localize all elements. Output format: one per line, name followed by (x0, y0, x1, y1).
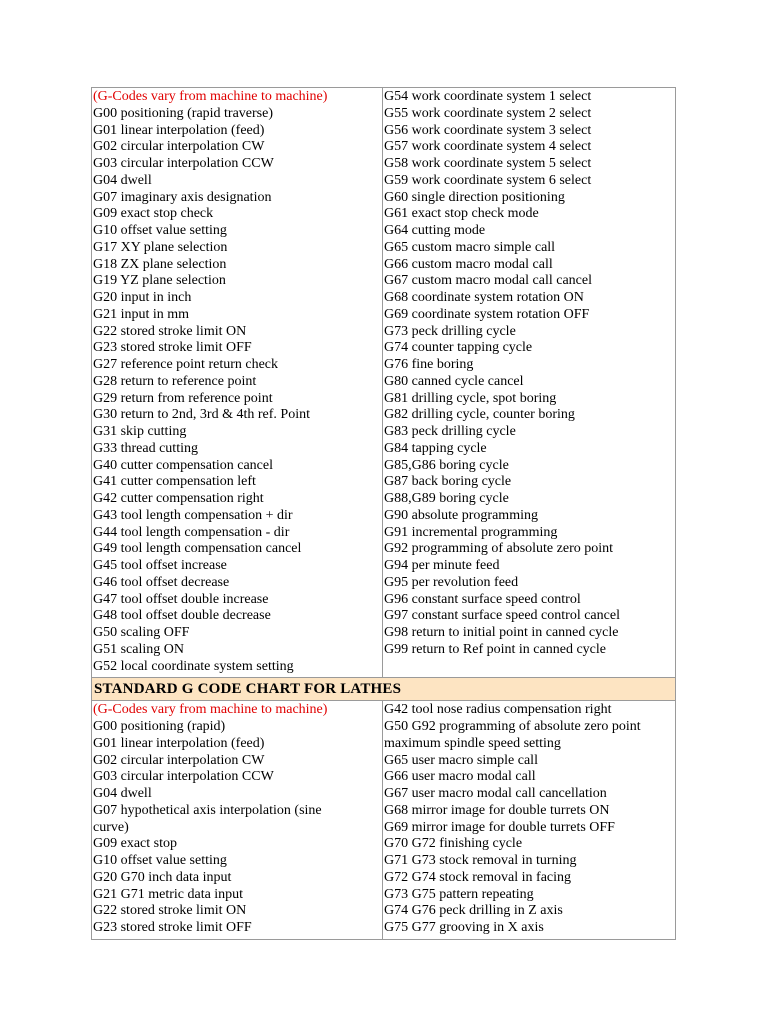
code-entry: G99 return to Ref point in canned cycle (384, 641, 606, 657)
code-entry: G07 hypothetical axis interpolation (sine (93, 802, 322, 818)
code-entry: G98 return to initial point in canned cycle (384, 625, 619, 640)
code-entry: G04 dwell (93, 786, 152, 801)
lathe-section (92, 701, 676, 940)
code-entry: G65 custom macro simple call (384, 239, 556, 255)
code-entry: G54 work coordinate system 1 select (384, 89, 592, 104)
code-entry: G20 G70 inch data input (93, 869, 232, 885)
code-entry: G04 dwell (93, 172, 152, 188)
code-entry: G50 G92 programming of absolute zero point (384, 719, 641, 734)
code-entry: G59 work coordinate system 6 select (384, 172, 592, 188)
code-entry: G74 G76 peck drilling in Z axis (384, 903, 563, 919)
code-entry: G61 exact stop check mode (384, 206, 539, 222)
code-entry: G70 G72 finishing cycle (384, 836, 523, 852)
code-entry: G48 tool offset double decrease (93, 608, 271, 624)
code-entry: G21 G71 metric data input (93, 886, 244, 902)
code-entry: G67 user macro modal call cancellation (384, 786, 607, 801)
code-entry: G22 stored stroke limit ON (93, 323, 247, 339)
code-entry: G82 drilling cycle, counter boring (384, 407, 575, 423)
code-entry: G66 user macro modal call (384, 769, 536, 785)
code-entry: G50 scaling OFF (93, 625, 190, 640)
code-entry: G46 tool offset decrease (93, 574, 230, 590)
milling-section (92, 88, 676, 678)
code-entry: G23 stored stroke limit OFF (93, 340, 252, 356)
code-entry: G40 cutter compensation cancel (93, 457, 273, 473)
code-entry: G73 peck drilling cycle (384, 323, 516, 339)
code-entry: G88,G89 boring cycle (384, 491, 509, 506)
lathe-heading: STANDARD G CODE CHART FOR LATHES (94, 681, 402, 698)
code-entry: G10 offset value setting (93, 223, 227, 238)
code-entry: G21 input in mm (93, 306, 190, 322)
code-entry: G10 offset value setting (93, 853, 227, 868)
code-entry: G96 constant surface speed control (384, 591, 581, 607)
code-entry: curve) (93, 819, 129, 835)
code-entry: G01 linear interpolation (feed) (93, 735, 265, 751)
code-entry: G75 G77 grooving in X axis (384, 920, 544, 935)
code-entry: G42 cutter compensation right (93, 491, 264, 506)
code-entry: G19 YZ plane selection (93, 273, 226, 289)
code-entry: G95 per revolution feed (384, 574, 519, 590)
code-entry: G83 peck drilling cycle (384, 424, 516, 439)
code-entry: G33 thread cutting (93, 440, 198, 456)
code-entry: G92 programming of absolute zero point (384, 541, 614, 557)
code-entry: G69 mirror image for double turrets OFF (384, 819, 615, 835)
code-entry: G49 tool length compensation cancel (93, 541, 302, 557)
code-entry: G00 positioning (rapid) (93, 719, 226, 734)
code-entry: G85,G86 boring cycle (384, 457, 509, 473)
code-entry: G57 work coordinate system 4 select (384, 139, 592, 155)
lathe-heading-row (92, 678, 676, 701)
code-entry: G56 work coordinate system 3 select (384, 122, 592, 138)
code-entry: G94 per minute feed (384, 558, 500, 573)
milling-right-column (383, 88, 676, 677)
code-entry: G45 tool offset increase (93, 558, 227, 573)
code-entry: G28 return to reference point (93, 373, 257, 389)
code-entry: G80 canned cycle cancel (384, 373, 524, 389)
code-entry: G29 return from reference point (93, 390, 273, 406)
code-entry: G81 drilling cycle, spot boring (384, 390, 557, 406)
code-entry: (G-Codes vary from machine to machine) (93, 702, 328, 718)
code-entry: G30 return to 2nd, 3rd & 4th ref. Point (93, 407, 310, 423)
code-entry: G00 positioning (rapid traverse) (93, 105, 274, 121)
code-entry: G18 ZX plane selection (93, 256, 227, 272)
milling-left-column (92, 88, 383, 677)
code-entry: G44 tool length compensation - dir (93, 524, 290, 540)
code-entry: G71 G73 stock removal in turning (384, 853, 577, 868)
code-entry: G07 imaginary axis designation (93, 189, 272, 205)
code-entry: G87 back boring cycle (384, 474, 512, 490)
code-entry: G64 cutting mode (384, 223, 486, 238)
code-entry: G91 incremental programming (384, 524, 558, 540)
code-entry: G90 absolute programming (384, 507, 538, 523)
code-entry: G97 constant surface speed control cancel (384, 608, 620, 624)
code-entry: G02 circular interpolation CW (93, 752, 265, 768)
code-entry: G23 stored stroke limit OFF (93, 920, 252, 935)
g-code-table (91, 87, 676, 940)
code-entry: G74 counter tapping cycle (384, 340, 533, 356)
code-entry: G73 G75 pattern repeating (384, 886, 534, 902)
code-entry: G42 tool nose radius compensation right (384, 702, 612, 718)
code-entry: G09 exact stop (93, 836, 177, 852)
code-entry: G76 fine boring (384, 357, 474, 372)
code-entry: G22 stored stroke limit ON (93, 903, 247, 919)
code-entry: G01 linear interpolation (feed) (93, 122, 265, 138)
code-entry: G69 coordinate system rotation OFF (384, 306, 590, 322)
code-entry: G31 skip cutting (93, 424, 187, 439)
code-entry: G52 local coordinate system setting (93, 658, 294, 674)
code-entry: maximum spindle speed setting (384, 735, 561, 751)
code-entry: (G-Codes vary from machine to machine) (93, 89, 328, 104)
lathe-right-column (383, 701, 676, 939)
code-entry: G41 cutter compensation left (93, 474, 256, 490)
code-entry: G84 tapping cycle (384, 440, 487, 456)
code-entry: G17 XY plane selection (93, 239, 228, 255)
code-entry: G58 work coordinate system 5 select (384, 156, 592, 171)
code-entry: G09 exact stop check (93, 206, 214, 222)
code-entry: G72 G74 stock removal in facing (384, 869, 572, 885)
code-entry: G68 mirror image for double turrets ON (384, 802, 610, 818)
code-entry: G66 custom macro modal call (384, 256, 553, 272)
code-entry: G02 circular interpolation CW (93, 139, 265, 155)
code-entry: G43 tool length compensation + dir (93, 507, 293, 523)
code-entry: G68 coordinate system rotation ON (384, 290, 584, 305)
code-entry: G60 single direction positioning (384, 189, 565, 205)
code-entry: G47 tool offset double increase (93, 591, 269, 607)
code-entry: G27 reference point return check (93, 357, 279, 372)
code-entry: G03 circular interpolation CCW (93, 156, 274, 171)
code-entry: G51 scaling ON (93, 641, 184, 657)
code-entry: G20 input in inch (93, 290, 192, 305)
lathe-left-column (92, 701, 383, 939)
code-entry: G67 custom macro modal call cancel (384, 273, 592, 289)
code-entry: G55 work coordinate system 2 select (384, 105, 592, 121)
code-entry: G03 circular interpolation CCW (93, 769, 274, 785)
code-entry: G65 user macro simple call (384, 752, 538, 768)
